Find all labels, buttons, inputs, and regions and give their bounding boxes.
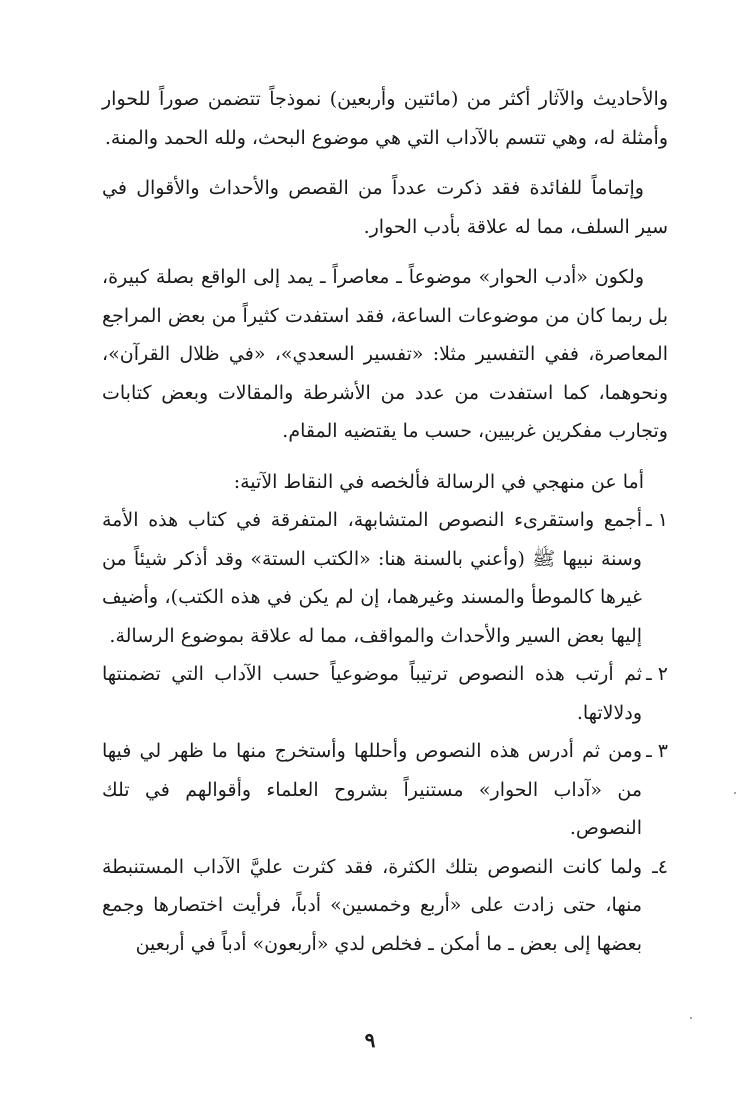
scan-speck xyxy=(690,1017,692,1019)
list-item-number: ٢ ـ xyxy=(646,663,668,685)
page-number: ٩ xyxy=(364,1028,376,1052)
paragraph-3: ولكون «أدب الحوار» موضوعاً ـ معاصراً ـ يمد إلى الواقع بصلة كبيرة، بل ربما كان من موضوعات الساعة، فقد استفدت كثيراً من بعض المراجع المعاصرة، ففي التفسير مثلا: «تفسير السعدي»، «في ظلال القرآن»، ونحوهما، كما استفدت من عدد من الأشرطة والمقالات وبعض كتابات وتجارب مفكرين غربيين، حسب ما يقتضيه المقام. xyxy=(102,266,668,442)
list-item-number: ٤ـ xyxy=(652,855,668,878)
list-item-2 xyxy=(102,655,668,732)
list-item-text: ومن ثم أدرس هذه النصوص وأحللها وأستخرج منها ما ظهر لي فيها من «آداب الحوار» مستنيراً بشروح العلماء وأقوالهم في تلك النصوص. xyxy=(102,740,642,839)
paragraph-1: والأحاديث والآثار أكثر من (مائتين وأربعين) نموذجاً تتضمن صوراً للحوار وأمثلة له، وهي تتسم بالآداب التي هي موضوع البحث، ولله الحمد والمنة. xyxy=(102,88,668,149)
scan-speck xyxy=(734,792,736,794)
paragraph-2: وإتماماً للفائدة فقد ذكرت عدداً من القصص والأحداث والأقوال في سير السلف، مما له علاقة بأدب الحوار. xyxy=(102,177,668,238)
list-item-text: ولما كانت النصوص بتلك الكثرة، فقد كثرت عليَّ الآداب المستنبطة منها، حتى زادت على «أربع وخمسين» أدباً، فرأيت اختصارها وجمع بعضها إلى بعض ـ ما أمكن ـ فخلص لدي «أربعون» أدباً في أربعين xyxy=(102,855,642,955)
list-item-text: أجمع واستقرىء النصوص المتشابهة، المتفرقة في كتاب هذه الأمة وسنة نبيها ﷺ (وأعني بالسنة هنا: «الكتب الستة» وقد أذكر شيئاً من غيرها كالموطأ والمسند وغيرهما، إن لم يكن في هذه الكتب)، وأضيف إليها بعض السير والأحداث والمواقف، مما له علاقة بموضوع الرسالة. xyxy=(102,509,642,647)
list-item-text: ثم أرتب هذه النصوص ترتيباً موضوعياً حسب الآداب التي تضمنتها ودلالاتها. xyxy=(102,663,642,724)
list-item-1 xyxy=(102,501,668,655)
page-body xyxy=(102,80,668,963)
list-item-4 xyxy=(102,848,668,964)
paragraph-4: أما عن منهجي في الرسالة فألخصه في النقاط الآتية: xyxy=(233,470,644,493)
list-item-number: ٣ ـ xyxy=(646,740,668,762)
list-item-number: ١ ـ xyxy=(646,509,668,531)
list-item-3 xyxy=(102,732,668,848)
